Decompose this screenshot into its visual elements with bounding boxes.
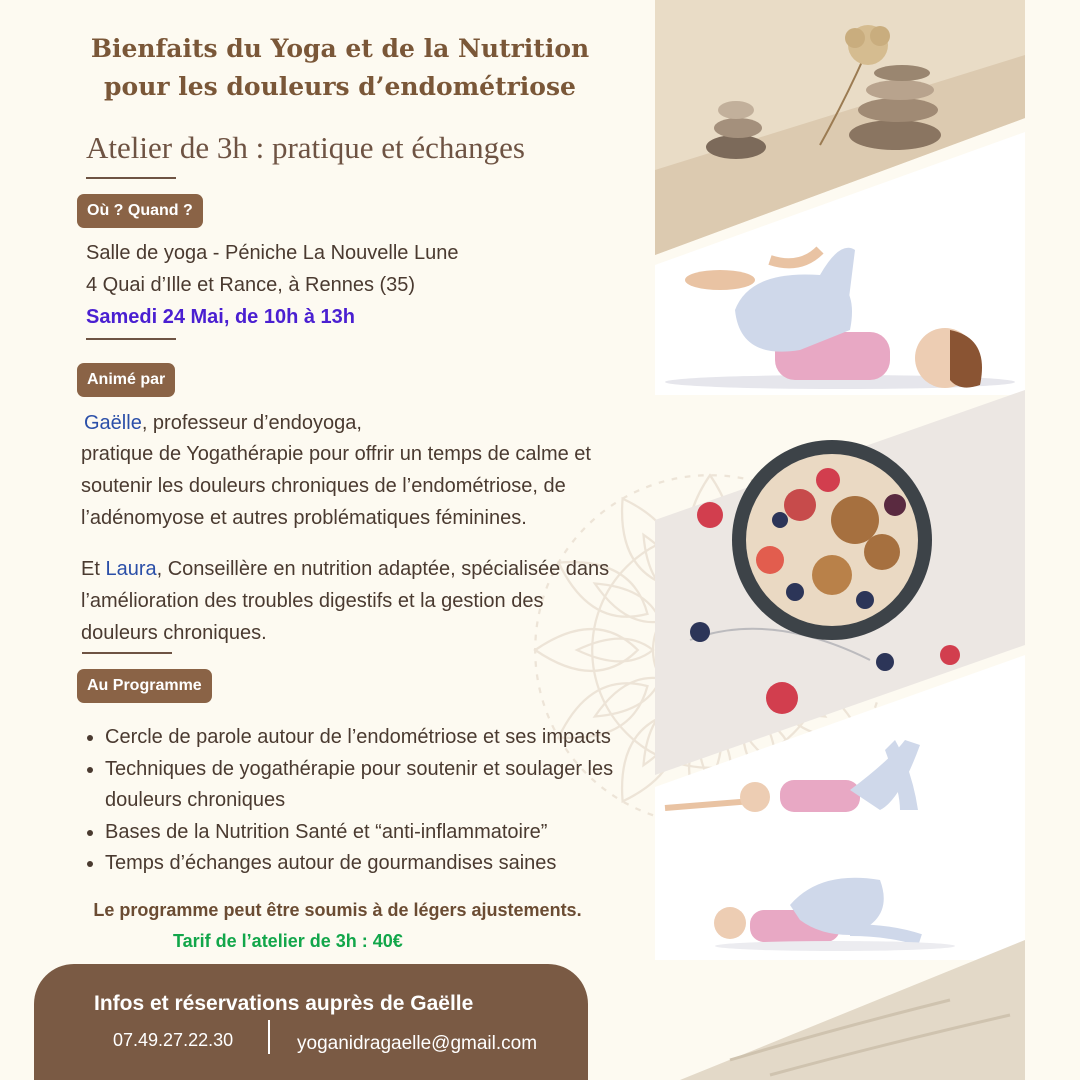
laura-role: , Conseillère en nutrition adaptée, spécialisée dans: [156, 558, 610, 580]
gaelle-role: , professeur d’endoyoga,: [141, 412, 362, 434]
contact-card: [34, 964, 588, 1080]
laura-line-3: douleurs chroniques.: [81, 622, 267, 644]
divider: [86, 338, 176, 340]
date-text: Samedi 24 Mai, de 10h à 13h: [86, 306, 356, 328]
address-text: 4 Quai d’Ille et Rance, à Rennes (35): [86, 274, 416, 296]
list-item: Bases de la Nutrition Santé et “anti-inflammatoire”: [84, 817, 654, 849]
gaelle-name: Gaëlle: [84, 412, 142, 434]
workshop-subtitle: Atelier de 3h : pratique et échanges: [86, 130, 525, 165]
gaelle-line-2: pratique de Yogathérapie pour offrir un temps de calme et: [81, 443, 591, 465]
yoga-illustration-knee-hug: [655, 870, 1025, 960]
laura-prefix: Et: [81, 558, 106, 580]
list-item: Techniques de yogathérapie pour soutenir et soulager les douleurs chroniques: [84, 754, 654, 817]
list-item: Cercle de parole autour de l’endométriose et ses impacts: [84, 722, 654, 754]
divider: [82, 652, 172, 654]
divider: [86, 177, 176, 179]
list-item: Temps d’échanges autour de gourmandises saines: [84, 848, 654, 880]
title-line-2: pour les douleurs d’endométriose: [104, 72, 576, 101]
program-disclaimer: Le programme peut être soumis à de légers ajustements.: [93, 900, 582, 920]
page-title: [40, 30, 640, 106]
where-when-tag: Où ? Quand ?: [77, 194, 203, 228]
laura-intro: [81, 553, 609, 585]
contact-email[interactable]: yoganidragaelle@gmail.com: [297, 1033, 538, 1054]
title-line-1: Bienfaits du Yoga et de la Nutrition: [90, 34, 590, 63]
contact-separator: [268, 1020, 270, 1054]
gaelle-line-4: l’adénomyose et autres problématiques féminines.: [81, 507, 527, 529]
workshop-price: Tarif de l’atelier de 3h : 40€: [173, 931, 403, 951]
gaelle-line-3: soutenir les douleurs chroniques de l’endométriose, de: [81, 475, 566, 497]
program-list: [84, 722, 654, 880]
venue-text: Salle de yoga - Péniche La Nouvelle Lune: [86, 242, 459, 264]
photo-collage: [650, 0, 1080, 1080]
laura-name: Laura: [105, 558, 157, 580]
gaelle-intro: [84, 407, 362, 439]
sand-photo: [680, 940, 1025, 1080]
contact-phone[interactable]: 07.49.27.22.30: [113, 1030, 234, 1050]
program-tag: Au Programme: [77, 669, 212, 703]
contact-title: Infos et réservations auprès de Gaëlle: [94, 992, 474, 1015]
hosts-tag: Animé par: [77, 363, 175, 397]
laura-line-2: l’amélioration des troubles digestifs et la gestion des: [81, 590, 544, 612]
